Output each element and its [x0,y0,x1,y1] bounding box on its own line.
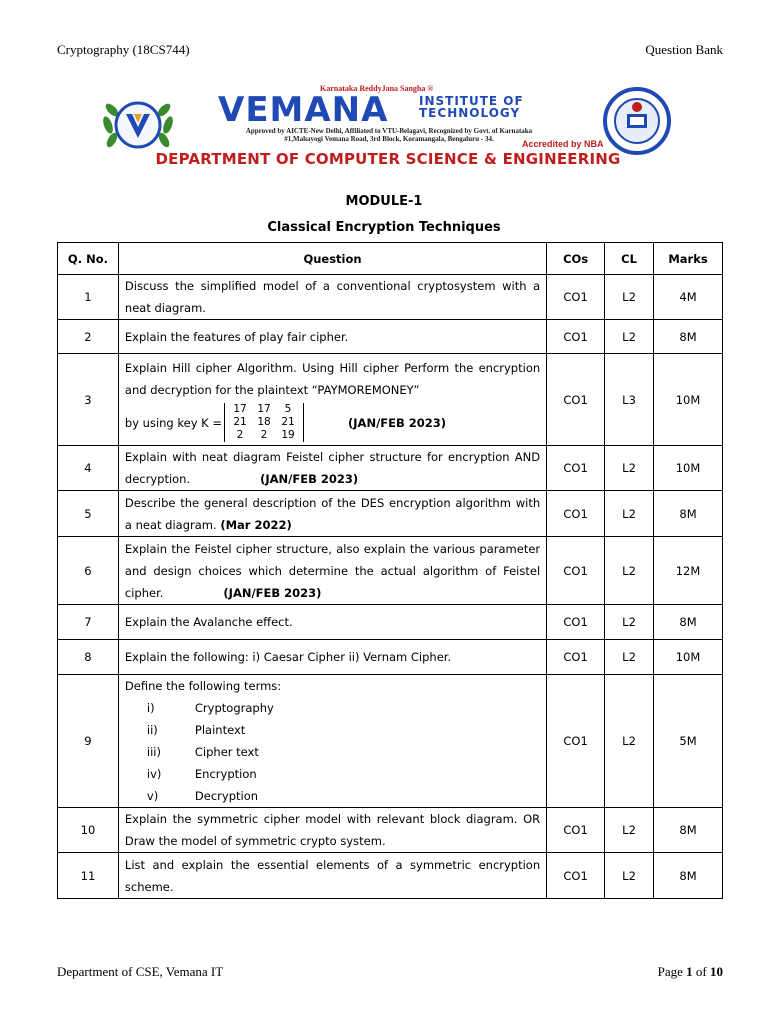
term-number: ii) [146,723,158,737]
exam-tag: (JAN/FEB 2023) [348,415,447,430]
table-row [58,537,723,605]
matrix-cell: 17 [233,403,247,415]
marks: 8M [654,853,723,899]
marks: 8M [654,605,723,640]
institute-banner [98,84,678,170]
cognitive-level: L2 [605,853,654,899]
question-cell [118,446,546,491]
term-text: Cryptography [194,701,274,715]
matrix-cell: 2 [236,429,244,441]
question-number: 6 [58,537,119,605]
list-item [147,785,540,807]
question-cell [118,675,546,808]
question-number: 1 [58,275,119,320]
question-cell [118,491,546,537]
approval-text [204,127,574,143]
term-number: iv) [146,767,162,781]
term-list [125,697,540,807]
page-number [658,964,723,980]
matrix-cell: 18 [257,416,271,428]
institute-subtitle-line2: TECHNOLOGY [419,106,521,120]
address-line: #1,Mahayogi Vemana Road, 3rd Block, Koramangala, Bengaluru - 34. [284,135,494,143]
term-number: iii) [146,745,161,759]
exam-tag: (Mar 2022) [220,517,292,532]
cognitive-level: L2 [605,446,654,491]
table-row [58,605,723,640]
cognitive-level: L2 [605,808,654,853]
list-item [147,719,540,741]
page-prefix: Page [657,964,687,979]
approval-line1: Approved by AICTE-New Delhi, Affiliated to VTU-Belagavi, Recognized by Govt. of Karnataka [245,127,533,135]
marks: 10M [654,446,723,491]
matrix-cell: 21 [281,416,295,428]
marks: 5M [654,675,723,808]
question-text: Explain the symmetric cipher model with relevant block diagram. OR Draw the model of symmetric crypto system. [118,808,546,853]
list-item [147,697,540,719]
key-matrix [224,403,304,442]
question-text: Explain Hill cipher Algorithm. Using Hill cipher Perform the encryption and decryption for the plaintext “PAYMOREMONEY” [124,361,541,397]
question-text: Explain the Avalanche effect. [118,605,546,640]
table-row [58,320,723,354]
matrix-cell: 19 [281,429,295,441]
question-number: 3 [58,354,119,446]
course-outcome: CO1 [547,275,605,320]
question-cell [118,537,546,605]
question-text: Explain with neat diagram Feistel cipher structure for encryption AND decryption. [124,450,541,486]
current-page: 1 [686,964,693,979]
table-row [58,808,723,853]
total-pages: 10 [710,964,723,979]
course-outcome: CO1 [547,354,605,446]
question-number: 11 [58,853,119,899]
table-row [58,275,723,320]
question-text: Discuss the simplified model of a conventional cryptosystem with a neat diagram. [118,275,546,320]
marks: 4M [654,275,723,320]
module-heading: MODULE-1 [345,194,423,209]
question-text: List and explain the essential elements of a symmetric encryption scheme. [118,853,546,899]
footer-department: Department of CSE, Vemana IT [57,964,224,979]
marks: 8M [654,320,723,354]
course-outcome: CO1 [547,640,605,675]
module-subtitle: Classical Encryption Techniques [267,220,501,235]
institute-subtitle [419,95,524,119]
course-outcome: CO1 [547,320,605,354]
course-outcome: CO1 [547,446,605,491]
term-number: i) [146,701,155,715]
cognitive-level: L2 [605,640,654,675]
table-row [58,640,723,675]
question-table [57,242,723,899]
marks: 10M [654,354,723,446]
question-number: 7 [58,605,119,640]
cognitive-level: L3 [605,354,654,446]
question-cell [118,354,546,446]
cognitive-level: L2 [605,537,654,605]
list-item [147,741,540,763]
exam-tag: (JAN/FEB 2023) [223,585,322,600]
table-row [58,491,723,537]
question-number: 8 [58,640,119,675]
question-number: 4 [58,446,119,491]
department-seal-icon [600,86,674,156]
cognitive-level: L2 [605,320,654,354]
question-text: Define the following terms: [124,679,282,693]
matrix-cell: 5 [284,403,292,415]
institute-subtitle-line1: INSTITUTE OF [419,94,524,108]
term-text: Plaintext [194,723,246,737]
col-header-cos: COs [547,243,605,275]
key-line [125,403,540,442]
marks: 8M [654,491,723,537]
department-title: DEPARTMENT OF COMPUTER SCIENCE & ENGINEERING [155,150,621,168]
cognitive-level: L2 [605,491,654,537]
course-outcome: CO1 [547,537,605,605]
marks: 10M [654,640,723,675]
running-header-course: Cryptography (18CS744) [57,42,190,57]
question-number: 10 [58,808,119,853]
running-header-title: Question Bank [645,42,723,57]
course-outcome: CO1 [547,491,605,537]
table-header-row [58,243,723,275]
matrix-cell: 21 [233,416,247,428]
col-header-qno: Q. No. [58,243,119,275]
exam-tag: (JAN/FEB 2023) [260,472,359,486]
table-row [58,446,723,491]
question-number: 5 [58,491,119,537]
question-number: 9 [58,675,119,808]
cognitive-level: L2 [605,675,654,808]
course-outcome: CO1 [547,853,605,899]
table-row [58,675,723,808]
course-outcome: CO1 [547,675,605,808]
col-header-question: Question [118,243,546,275]
cognitive-level: L2 [605,275,654,320]
course-outcome: CO1 [547,605,605,640]
institute-name: VEMANA [218,90,389,130]
table-row [58,853,723,899]
matrix-cell: 17 [257,403,271,415]
cognitive-level: L2 [605,605,654,640]
term-text: Encryption [194,767,257,781]
term-text: Cipher text [194,745,259,759]
term-text: Decryption [194,789,259,803]
term-number: v) [146,789,159,803]
key-label: by using key K = [124,415,223,430]
marks: 8M [654,808,723,853]
col-header-marks: Marks [654,243,723,275]
question-text: Explain the features of play fair cipher. [118,320,546,354]
question-text: Explain the Feistel cipher structure, also explain the various parameter and design choices which determine the actual algorithm of Feistel cipher. [124,541,541,600]
page-of: of [692,964,710,979]
question-text: Explain the following: i) Caesar Cipher ii) Vernam Cipher. [118,640,546,675]
sangha-label: Karnataka ReddyJana Sangha ® [320,84,434,93]
course-outcome: CO1 [547,808,605,853]
col-header-cl: CL [605,243,654,275]
nba-accreditation: Accredited by NBA [522,139,604,149]
question-text: Describe the general description of the DES encryption algorithm with a neat diagram. [124,495,541,532]
matrix-cell: 2 [260,429,268,441]
list-item [147,763,540,785]
question-number: 2 [58,320,119,354]
marks: 12M [654,537,723,605]
table-row [58,354,723,446]
